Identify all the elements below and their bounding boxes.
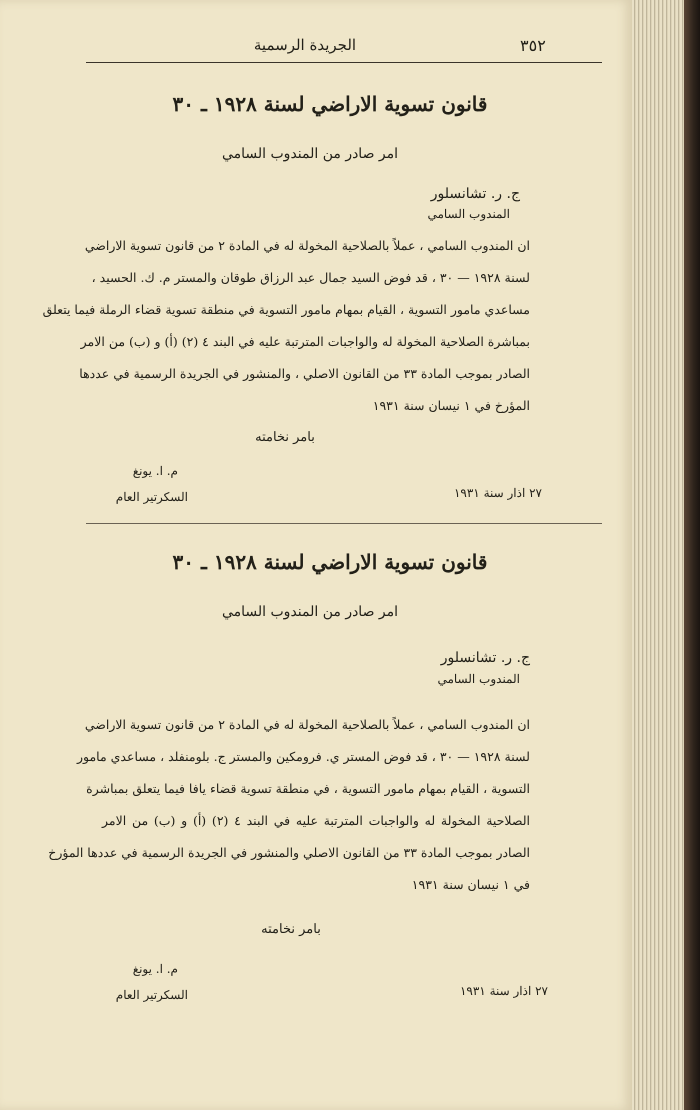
section-1-body-line: المؤرخ في ١ نيسان سنة ١٩٣١ <box>372 398 530 413</box>
running-header-title: الجريدة الرسمية <box>253 36 357 54</box>
section-1-body-line: بمباشرة الصلاحية المخولة له والواجبات المترتبة عليه في البند ٤ (٢) (أ) و (ب) من الامر <box>80 334 530 349</box>
section-2-body-line: لسنة ١٩٢٨ — ٣٠ ، قد فوض المستر ي. فرومكين والمستر ج. بلومنفلد ، مساعدي مامور <box>76 749 530 764</box>
book-binding <box>684 0 700 1110</box>
section-1-body-line: لسنة ١٩٢٨ — ٣٠ ، قد فوض السيد جمال عبد الرزاق طوقان والمستر م. ك. الحسيد ، <box>91 270 530 285</box>
section-2-subtitle: امر صادر من المندوب السامي <box>221 604 399 620</box>
section-1-body-line: الصادر بموجب المادة ٣٣ من القانون الاصلي ، والمنشور في الجريدة الرسمية في عددها <box>79 366 530 381</box>
section-divider <box>86 523 602 524</box>
section-1-signer-title: المندوب السامي <box>427 207 510 221</box>
section-2-body-line: التسوية ، القيام بمهام مامور التسوية ، في منطقة تسوية قضاء يافا فيما يتعلق بمباشرة <box>86 781 530 796</box>
page-number: ٣٥٢ <box>520 36 546 55</box>
section-2-date: ٢٧ اذار سنة ١٩٣١ <box>459 984 548 998</box>
page-edges <box>632 0 684 1110</box>
section-2-signer-title: المندوب السامي <box>437 672 520 686</box>
section-1-secretary-name: م. ا. يونغ <box>132 464 178 478</box>
section-2-signer-name: ج. ر. تشانسلور <box>440 650 530 666</box>
section-2-body-line: في ١ نيسان سنة ١٩٣١ <box>411 877 530 892</box>
section-2-body-line: الصادر بموجب المادة ٣٣ من القانون الاصلي والمنشور في الجريدة الرسمية في عددها المؤرخ <box>48 845 530 860</box>
section-2-secretary-title: السكرتير العام <box>115 988 188 1002</box>
section-1-body-line: مساعدي مامور التسوية ، القيام بمهام مامور التسوية في منطقة تسوية قضاء الرملة فيما يتعلق <box>42 302 530 317</box>
section-1-subtitle: امر صادر من المندوب السامي <box>221 146 399 162</box>
section-1-signer-name: ج. ر. تشانسلور <box>430 186 520 202</box>
section-2-body-line: الصلاحية المخولة له والواجبات المترتبة عليه في البند ٤ (٢) (أ) و (ب) من الامر <box>102 813 530 828</box>
section-1-title: قانون تسوية الاراضي لسنة ١٩٢٨ ـ ٣٠ <box>172 92 488 116</box>
section-2-title: قانون تسوية الاراضي لسنة ١٩٢٨ ـ ٣٠ <box>172 550 488 574</box>
section-2-body-line: ان المندوب السامي ، عملاً بالصلاحية المخولة له في المادة ٢ من قانون تسوية الاراضي <box>84 717 530 732</box>
section-1-date: ٢٧ اذار سنة ١٩٣١ <box>453 486 542 500</box>
section-2-secretary-name: م. ا. يونغ <box>132 962 178 976</box>
section-1-body-line: ان المندوب السامي ، عملاً بالصلاحية المخولة له في المادة ٢ من قانون تسوية الاراضي <box>84 238 530 253</box>
section-1-by-order: بامر نخامته <box>255 430 315 445</box>
section-1-secretary-title: السكرتير العام <box>115 490 188 504</box>
header-rule <box>86 62 602 63</box>
section-2-by-order: بامر نخامته <box>261 922 321 937</box>
